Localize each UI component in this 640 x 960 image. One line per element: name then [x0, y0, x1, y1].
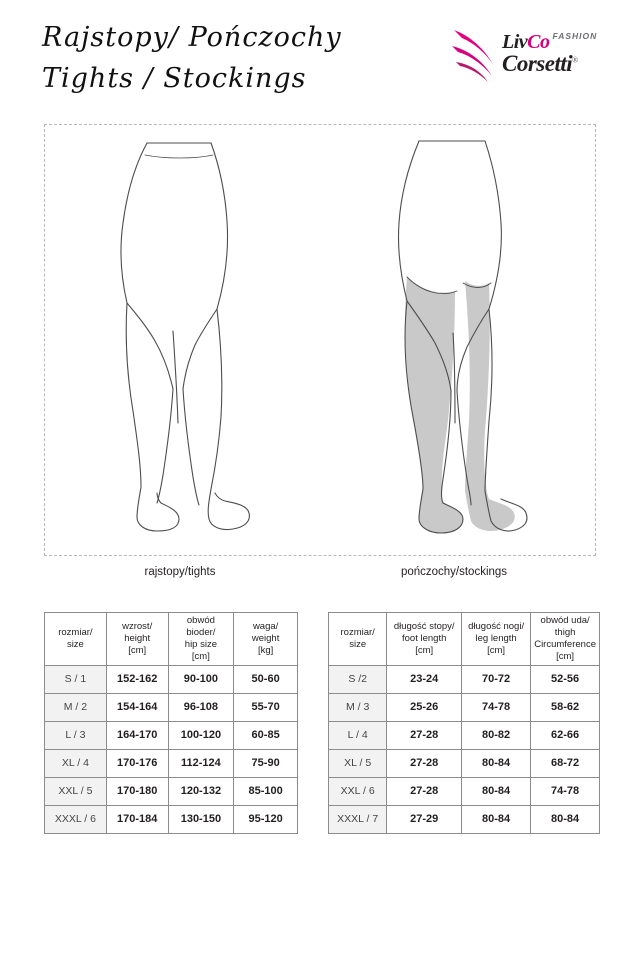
size-cell: XXL / 5	[45, 777, 107, 805]
thigh-cell: 68-72	[531, 749, 600, 777]
height-cell: 170-176	[106, 749, 168, 777]
foot-length-cell: 23-24	[387, 665, 462, 693]
table-row	[329, 665, 600, 693]
weight-cell: 95-120	[234, 805, 298, 833]
size-cell: L / 4	[329, 721, 387, 749]
header-cell: rozmiar/ size	[45, 613, 107, 666]
table-row	[45, 777, 298, 805]
hip-cell: 90-100	[168, 665, 234, 693]
foot-length-cell: 27-29	[387, 805, 462, 833]
foot-length-cell: 27-28	[387, 721, 462, 749]
tights-size-table	[44, 612, 298, 834]
height-cell: 154-164	[106, 693, 168, 721]
size-cell: XL / 5	[329, 749, 387, 777]
height-cell: 152-162	[106, 665, 168, 693]
logo-mark-icon	[450, 26, 500, 89]
table-header-row	[45, 613, 298, 666]
size-cell: S /2	[329, 665, 387, 693]
hip-cell: 96-108	[168, 693, 234, 721]
height-cell: 170-180	[106, 777, 168, 805]
size-cell: XXXL / 6	[45, 805, 107, 833]
thigh-cell: 74-78	[531, 777, 600, 805]
foot-length-cell: 27-28	[387, 777, 462, 805]
header-cell: obwód bioder/ hip size [cm]	[168, 613, 234, 666]
table-row	[45, 805, 298, 833]
title-line-polish: Rajstopy/ Pończochy	[42, 22, 342, 53]
weight-cell: 75-90	[234, 749, 298, 777]
leg-length-cell: 80-82	[462, 721, 531, 749]
table-row	[45, 749, 298, 777]
hip-cell: 130-150	[168, 805, 234, 833]
header-cell: długość nogi/ leg length [cm]	[462, 613, 531, 666]
header-cell: waga/ weight [kg]	[234, 613, 298, 666]
caption-tights: rajstopy/tights	[144, 566, 216, 578]
header-cell: długość stopy/ foot length [cm]	[387, 613, 462, 666]
size-cell: XXL / 6	[329, 777, 387, 805]
hip-cell: 112-124	[168, 749, 234, 777]
illustration-panel	[44, 124, 596, 556]
header-cell: rozmiar/ size	[329, 613, 387, 666]
size-cell: XL / 4	[45, 749, 107, 777]
hip-cell: 100-120	[168, 721, 234, 749]
caption-stockings: pończochy/stockings	[400, 566, 508, 578]
size-tables	[44, 612, 600, 834]
title-line-english: Tights / Stockings	[42, 63, 307, 95]
table-row	[329, 777, 600, 805]
table-row	[329, 693, 600, 721]
table-row	[329, 805, 600, 833]
tights-figure	[75, 131, 275, 556]
table-row	[329, 749, 600, 777]
leg-length-cell: 80-84	[462, 749, 531, 777]
thigh-cell: 52-56	[531, 665, 600, 693]
height-cell: 164-170	[106, 721, 168, 749]
foot-length-cell: 25-26	[387, 693, 462, 721]
logo-wordmark	[502, 32, 600, 75]
brand-logo	[450, 26, 600, 88]
weight-cell: 50-60	[234, 665, 298, 693]
size-cell: XXXL / 7	[329, 805, 387, 833]
leg-length-cell: 80-84	[462, 777, 531, 805]
logo-fashion-word: FASHION	[552, 31, 598, 41]
page-header	[42, 18, 604, 118]
leg-length-cell: 70-72	[462, 665, 531, 693]
size-cell: S / 1	[45, 665, 107, 693]
logo-livco: LivCo $^{FASHION}$	[502, 31, 598, 53]
thigh-cell: 58-62	[531, 693, 600, 721]
leg-length-cell: 80-84	[462, 805, 531, 833]
thigh-cell: 62-66	[531, 721, 600, 749]
height-cell: 170-184	[106, 805, 168, 833]
logo-corsetti: Corsetti®	[502, 51, 578, 76]
weight-cell: 85-100	[234, 777, 298, 805]
weight-cell: 55-70	[234, 693, 298, 721]
table-row	[45, 693, 298, 721]
header-cell: obwód uda/ thigh Circumference [cm]	[531, 613, 600, 666]
thigh-cell: 80-84	[531, 805, 600, 833]
page-title	[42, 18, 462, 98]
size-cell: L / 3	[45, 721, 107, 749]
table-row	[45, 721, 298, 749]
hip-cell: 120-132	[168, 777, 234, 805]
stockings-figure	[345, 131, 555, 556]
size-cell: M / 3	[329, 693, 387, 721]
stockings-size-table	[328, 612, 600, 834]
table-header-row	[329, 613, 600, 666]
table-row	[329, 721, 600, 749]
leg-length-cell: 74-78	[462, 693, 531, 721]
foot-length-cell: 27-28	[387, 749, 462, 777]
weight-cell: 60-85	[234, 721, 298, 749]
size-cell: M / 2	[45, 693, 107, 721]
header-cell: wzrost/ height [cm]	[106, 613, 168, 666]
table-row	[45, 665, 298, 693]
